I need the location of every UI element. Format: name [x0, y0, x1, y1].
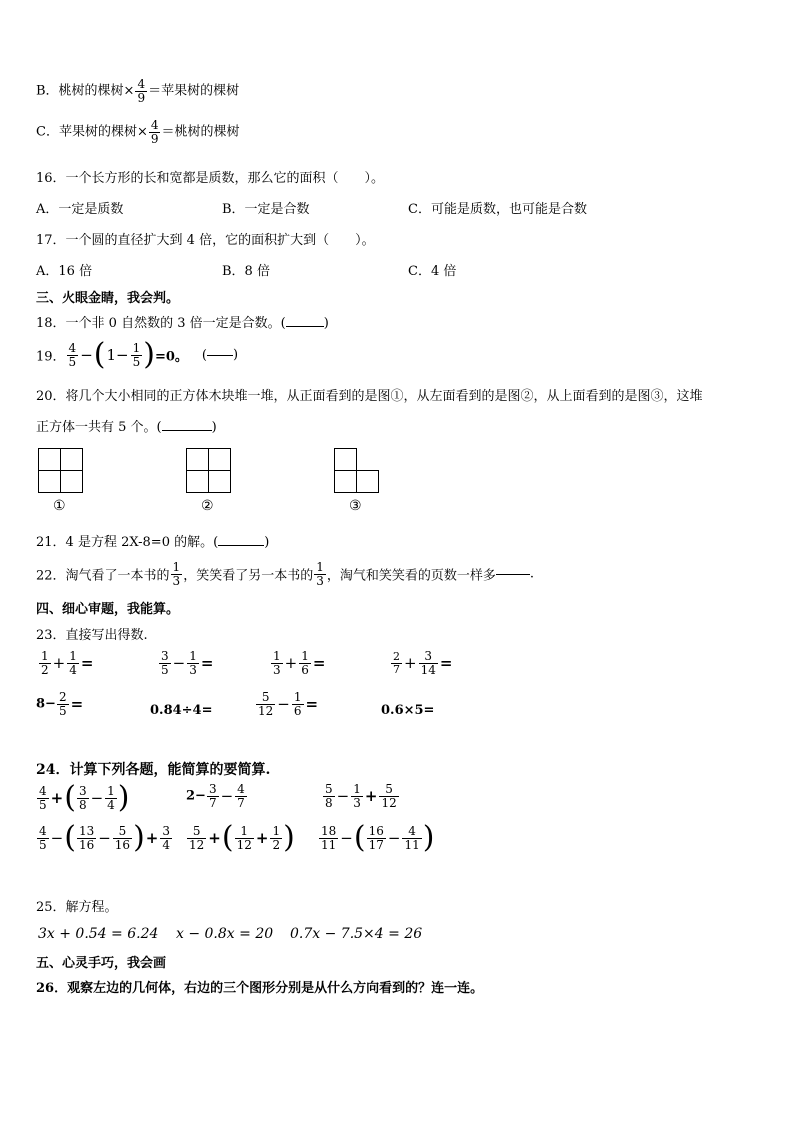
- q23-expr-7: $\frac{5}{12}$ − $\frac{1}{6}$ =: [258, 690, 319, 718]
- q17-option-a: A．16 倍: [36, 264, 93, 279]
- q20-line2: 正方体一共有 5 个。( ): [36, 420, 217, 435]
- answer-blank[interactable]: [218, 545, 264, 546]
- q23-expr-4: $\frac{2}{7}$ + $\frac{3}{14}$ =: [393, 649, 453, 677]
- q26-stem: 26．观察左边的几何体，右边的三个图形分别是从什么方向看到的？连一连。: [36, 981, 484, 996]
- section-4-title: 四、细心审题，我能算。: [36, 602, 180, 617]
- q24-expr-6: $\frac{18}{11}$ −( $\frac{16}{17}$ − $\frac{4}{11}$ ): [321, 820, 435, 855]
- q24-expr-3: $\frac{5}{8}$ − $\frac{1}{3}$ + $\frac{5}{12}$: [325, 782, 397, 810]
- fraction: $\frac{4}{9}$: [150, 118, 159, 146]
- q23-expr-1: $\frac{1}{2}$ + $\frac{1}{4}$ =: [41, 649, 94, 677]
- q23-expr-8: 0.6×5=: [381, 703, 435, 718]
- figure-3-label: ③: [349, 498, 362, 514]
- q25-equation-3: 0.7x − 7.5×4 = 26: [290, 926, 423, 942]
- section-5-title: 五、心灵手巧，我会画: [36, 956, 167, 971]
- figure-1-label: ①: [53, 498, 66, 514]
- q19: 19． $\frac{4}{5}$ −(1− $\frac{1}{5}$ )=0。 ( ): [36, 337, 239, 372]
- q23-stem: 23．直接写出得数.: [36, 628, 148, 643]
- q22: 22．淘气看了一本书的 $\frac{1}{3}$ ，笑笑看了另一本书的 $\frac{1}{3}$ ，淘气和笑笑看的页数一样多 .: [36, 560, 534, 588]
- q23-expr-2: $\frac{3}{5}$ − $\frac{1}{3}$ =: [161, 649, 214, 677]
- answer-blank[interactable]: [207, 355, 233, 356]
- fraction: $\frac{4}{9}$: [137, 77, 146, 105]
- q18: 18．一个非 0 自然数的 3 倍一定是合数。( ): [36, 316, 329, 331]
- q16-option-a: A．一定是质数: [36, 202, 124, 217]
- figure-2-label: ②: [201, 498, 214, 514]
- q15-option-b: B．桃树的棵树× $\frac{4}{9}$ ＝苹果树的棵树: [36, 77, 240, 105]
- q23-expr-5: 8− $\frac{2}{5}$ =: [36, 690, 84, 718]
- q24-expr-5: $\frac{5}{12}$ +( $\frac{1}{12}$ + $\frac{1}{2}$ ): [189, 820, 295, 855]
- q17-stem: 17．一个圆的直径扩大到 4 倍，它的面积扩大到（ ）。: [36, 233, 375, 248]
- q25-equation-1: 3x + 0.54 = 6.24: [38, 926, 159, 942]
- q17-option-b: B．8 倍: [222, 264, 270, 279]
- q25-equation-2: x − 0.8x = 20: [176, 926, 274, 942]
- q16-option-c: C．可能是质数，也可能是合数: [408, 202, 587, 217]
- answer-blank[interactable]: [286, 326, 324, 327]
- q16-option-b: B．一定是合数: [222, 202, 310, 217]
- q24-expr-4: $\frac{4}{5}$ −( $\frac{13}{16}$ − $\frac{5}{16}$ )+ $\frac{3}{4}$: [39, 820, 171, 855]
- q24-stem: 24．计算下列各题，能简算的要简算.: [36, 762, 271, 778]
- answer-blank[interactable]: [496, 574, 530, 575]
- q24-expr-2: 2− $\frac{3}{7}$ − $\frac{4}{7}$: [186, 782, 245, 810]
- q23-expr-6: 0.84÷4=: [150, 703, 213, 718]
- q23-expr-3: $\frac{1}{3}$ + $\frac{1}{6}$ =: [273, 649, 326, 677]
- q24-expr-1: $\frac{4}{5}$ +( $\frac{3}{8}$ − $\frac{1}{4}$ ): [39, 780, 130, 815]
- section-3-title: 三、火眼金睛，我会判。: [36, 291, 180, 306]
- q21: 21．4 是方程 2X-8=0 的解。( ): [36, 535, 270, 550]
- q17-option-c: C．4 倍: [408, 264, 457, 279]
- q15-option-c: C．苹果树的棵树× $\frac{4}{9}$ ＝桃树的棵树: [36, 118, 240, 146]
- q25-stem: 25．解方程。: [36, 900, 118, 915]
- q16-stem: 16．一个长方形的长和宽都是质数，那么它的面积（ ）。: [36, 171, 385, 186]
- answer-blank[interactable]: [162, 430, 212, 431]
- q20-line1: 20．将几个大小相同的正方体木块堆一堆，从正面看到的是图①，从左面看到的是图②，从上面看到的是图③，这堆: [36, 389, 703, 404]
